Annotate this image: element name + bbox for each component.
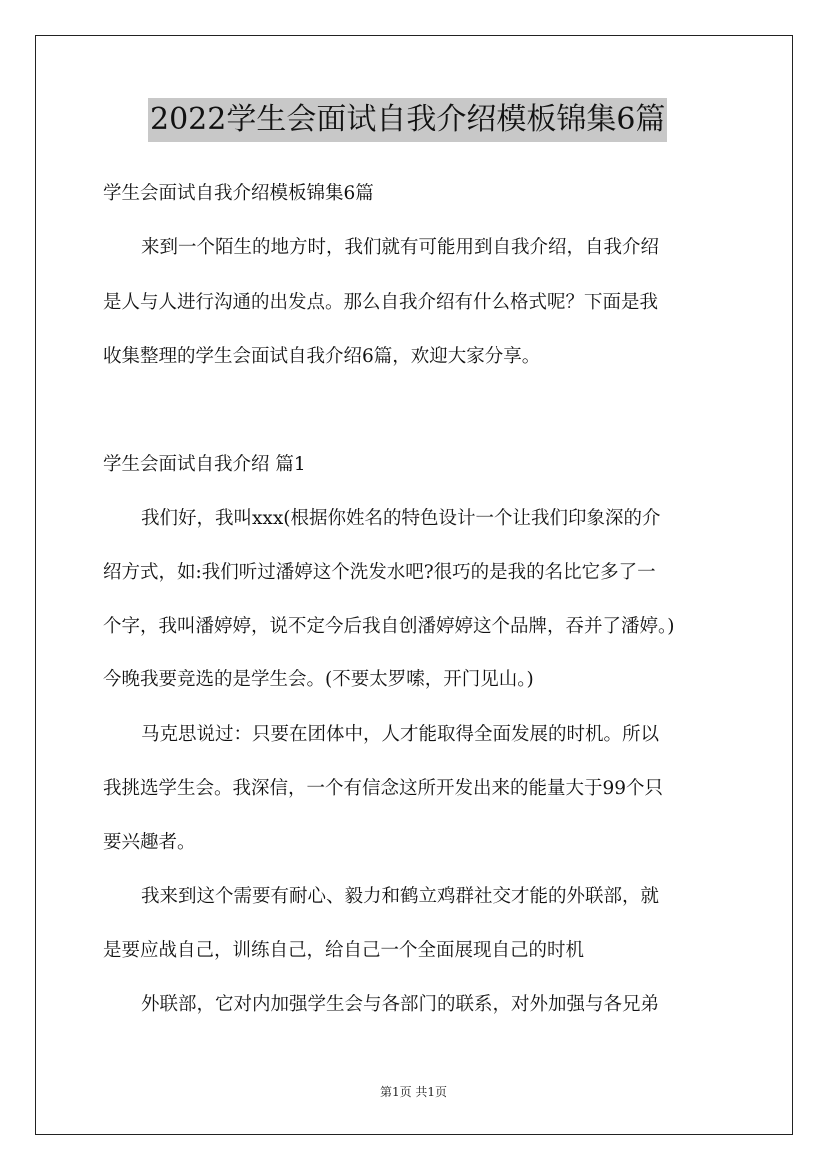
body-line: 今晚我要竞选的是学生会。(不要太罗嗦，开门见山。) [103, 669, 534, 690]
intro-line: 收集整理的学生会面试自我介绍6篇，欢迎大家分享。 [103, 346, 541, 367]
intro-line: 来到一个陌生的地方时，我们就有可能用到自我介绍，自我介绍 [141, 237, 660, 258]
body-line: 绍方式，如:我们听过潘婷这个洗发水吧?很巧的是我的名比它多了一 [103, 562, 656, 583]
body-line: 要兴趣者。 [103, 832, 196, 853]
page-footer: 第1页 共1页 [379, 1085, 448, 1099]
section-heading: 学生会面试自我介绍 篇1 [103, 454, 306, 475]
body-line: 是要应战自己，训练自己，给自己一个全面展现自己的时机 [103, 940, 585, 961]
body-line: 我们好，我叫xxx(根据你姓名的特色设计一个让我们印象深的介 [141, 508, 661, 529]
document-title: 2022学生会面试自我介绍模板锦集6篇 [148, 98, 667, 142]
body-line: 外联部，它对内加强学生会与各部门的联系，对外加强与各兄弟 [141, 994, 660, 1015]
intro-line: 是人与人进行沟通的出发点。那么自我介绍有什么格式呢？下面是我 [103, 292, 659, 313]
body-line: 我挑选学生会。我深信，一个有信念这所开发出来的能量大于99个只 [103, 778, 664, 799]
document-subtitle: 学生会面试自我介绍模板锦集6篇 [103, 183, 374, 204]
body-line: 我来到这个需要有耐心、毅力和鹤立鸡群社交才能的外联部，就 [141, 886, 660, 907]
body-line: 个字，我叫潘婷婷，说不定今后我自创潘婷婷这个品牌，吞并了潘婷。) [103, 616, 675, 637]
body-line: 马克思说过：只要在团体中，人才能取得全面发展的时机。所以 [141, 724, 660, 745]
